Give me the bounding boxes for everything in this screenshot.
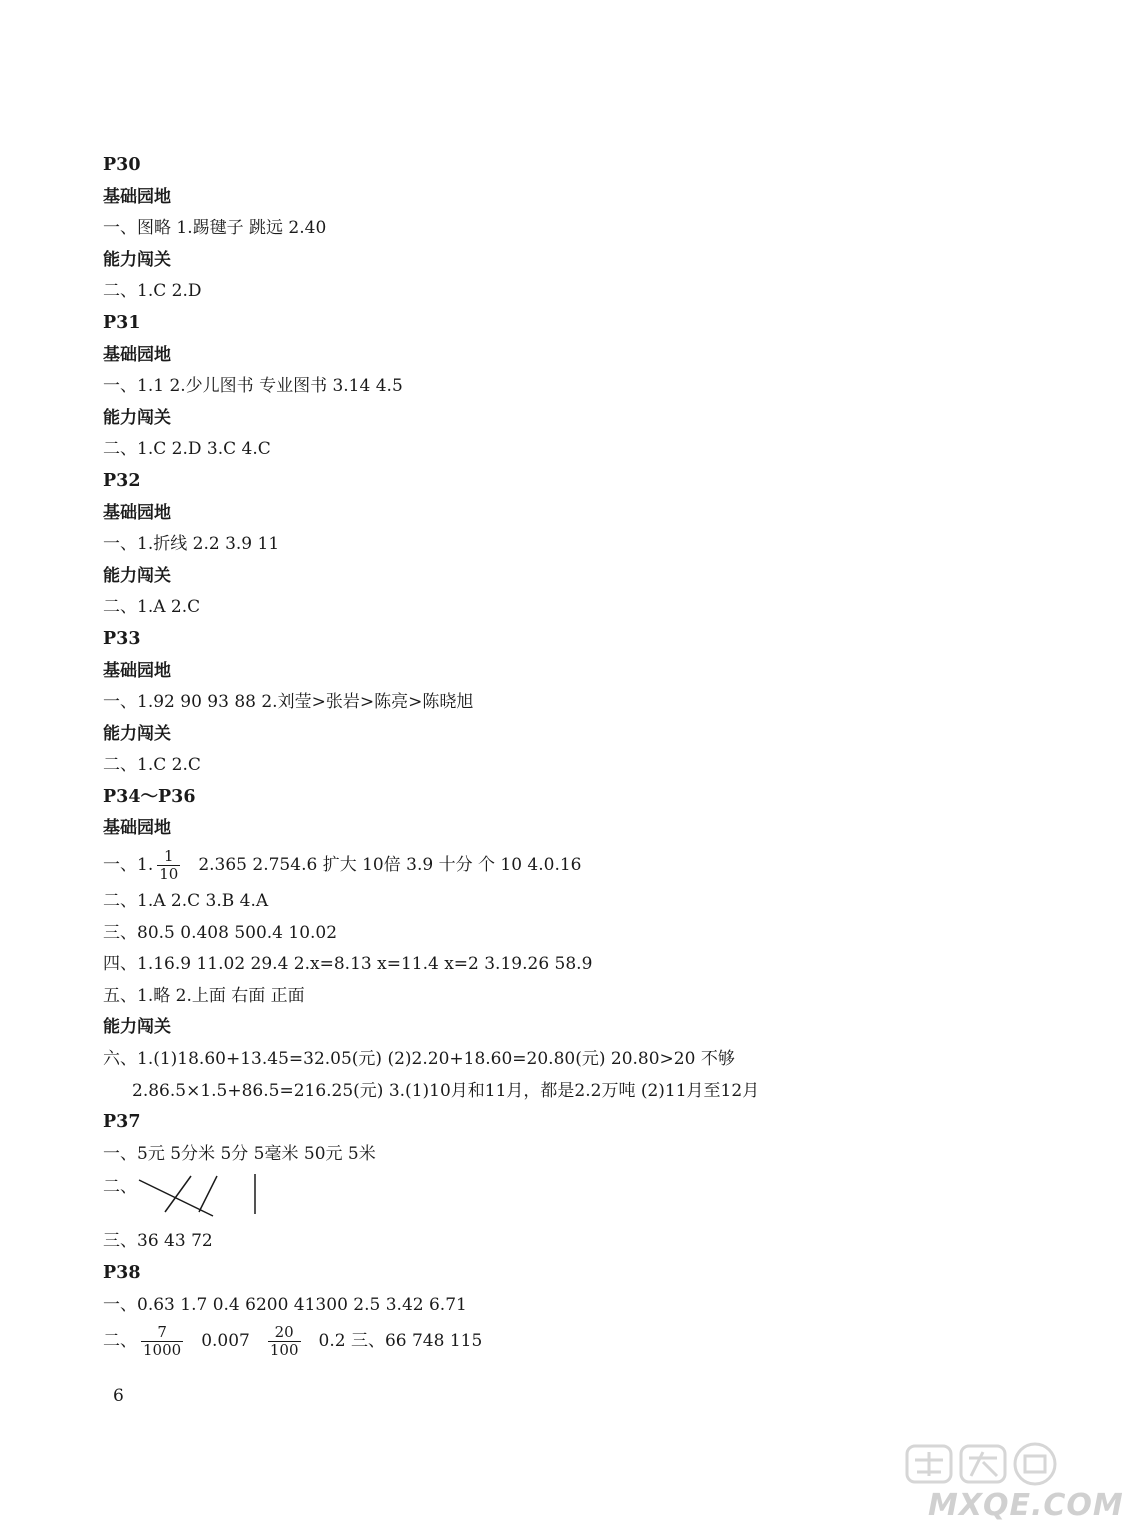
answer-text: 二、 xyxy=(103,1331,137,1352)
answer-line: 四、1.16.9 11.02 29.4 2.x=8.13 x=11.4 x=2 3.19.26 58.9 xyxy=(103,954,593,975)
answer-line-with-fraction xyxy=(103,1321,1003,1362)
page-heading: P37 xyxy=(103,1112,141,1133)
fraction-numerator: 1 xyxy=(164,847,174,866)
answer-line: 五、1.略 2.上面 右面 正面 xyxy=(103,985,305,1006)
answer-line: 三、36 43 72 xyxy=(103,1231,213,1252)
fraction xyxy=(157,848,180,883)
fraction-denominator: 1000 xyxy=(143,1341,182,1360)
page-heading: P32 xyxy=(103,470,141,491)
section-heading: 基础园地 xyxy=(103,344,171,365)
section-heading: 能力闯关 xyxy=(103,249,171,270)
section-heading: 基础园地 xyxy=(103,502,171,523)
page-heading: P34～P36 xyxy=(103,786,196,807)
page-heading: P30 xyxy=(103,155,141,175)
answer-text: 一、1. xyxy=(103,855,154,876)
answer-line: 一、1.92 90 93 88 2.刘莹>张岩>陈亮>陈晓旭 xyxy=(103,692,474,713)
watermark-logo-icon xyxy=(905,1440,1065,1492)
answer-text: 2.365 2.754.6 扩大 10倍 3.9 十分 个 10 4.0.16 xyxy=(198,855,582,876)
section-heading: 基础园地 xyxy=(103,818,171,839)
answer-key-content xyxy=(103,150,1003,1362)
fraction-denominator: 100 xyxy=(269,1341,299,1360)
answer-line: 六、1.(1)18.60+13.45=32.05(元) (2)2.20+18.60=20.80(元) 20.80>20 不够 xyxy=(103,1049,735,1070)
watermark-url: MXQE.COM xyxy=(928,1488,1124,1523)
section-heading: 能力闯关 xyxy=(103,1017,171,1038)
answer-line: 二、1.A 2.C 3.B 4.A xyxy=(103,891,269,912)
section-heading: 基础园地 xyxy=(103,660,171,681)
page-heading: P33 xyxy=(103,628,141,649)
answer-line-with-fraction xyxy=(103,845,1003,886)
fraction-numerator: 7 xyxy=(157,1323,167,1342)
fraction-denominator: 10 xyxy=(159,865,179,884)
answer-line: 一、图略 1.踢毽子 跳远 2.40 xyxy=(103,218,327,239)
fraction-numerator: 20 xyxy=(274,1323,294,1342)
answer-line: 二、1.C 2.C xyxy=(103,755,201,776)
answer-line: 二、1.C 2.D 3.C 4.C xyxy=(103,439,271,460)
section-heading: 能力闯关 xyxy=(103,407,171,428)
answer-line: 一、5元 5分米 5分 5毫米 50元 5米 xyxy=(103,1143,376,1164)
page-heading: P38 xyxy=(103,1263,141,1283)
matching-lines-figure xyxy=(137,1172,267,1224)
answer-text: 二、 xyxy=(103,1177,137,1198)
answer-line: 一、0.63 1.7 0.4 6200 41300 2.5 3.42 6.71 xyxy=(103,1294,467,1315)
answer-text: 0.007 xyxy=(201,1331,250,1352)
fraction xyxy=(141,1324,183,1359)
fraction xyxy=(268,1324,301,1359)
answer-text: 0.2 三、66 748 115 xyxy=(318,1331,483,1352)
answer-line: 一、1.1 2.少儿图书 专业图书 3.14 4.5 xyxy=(103,376,403,397)
answer-line: 一、1.折线 2.2 3.9 11 xyxy=(103,534,280,555)
section-heading: 能力闯关 xyxy=(103,565,171,586)
answer-line-with-figure xyxy=(103,1170,1003,1226)
page-heading: P31 xyxy=(103,312,141,333)
answer-line: 2.86.5×1.5+86.5=216.25(元) 3.(1)10月和11月，都是2.2万吨 (2)11月至12月 xyxy=(132,1080,760,1101)
section-heading: 能力闯关 xyxy=(103,723,171,744)
answer-line: 三、80.5 0.408 500.4 10.02 xyxy=(103,922,338,943)
section-heading: 基础园地 xyxy=(103,186,171,207)
answer-line: 二、1.A 2.C xyxy=(103,597,201,618)
page-number: 6 xyxy=(113,1386,124,1406)
answer-line: 二、1.C 2.D xyxy=(103,281,202,302)
